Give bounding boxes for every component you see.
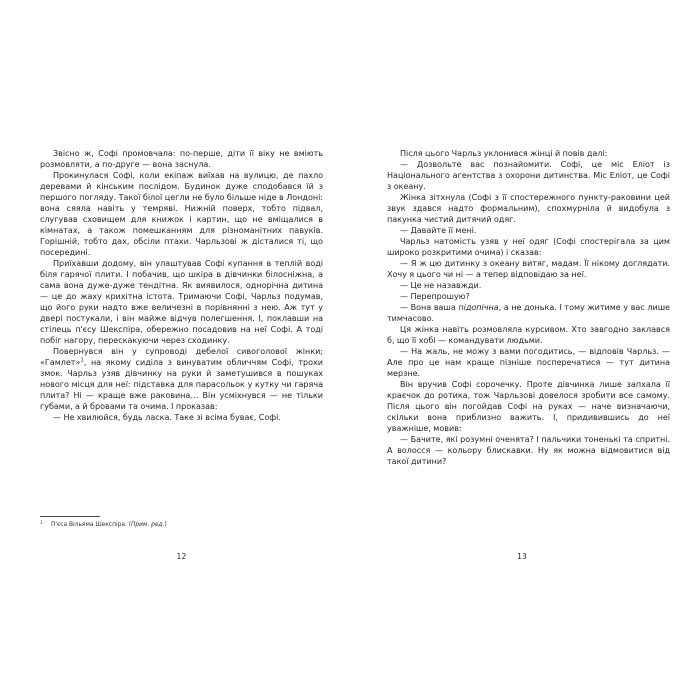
footnote-text-main: П'єса Вільяма Шекспіра. (: [51, 522, 131, 528]
paragraph: — Перепрошую?: [400, 292, 470, 302]
footnote-separator-rule: [40, 516, 100, 517]
paragraph: Звісно ж, Софі промовчала: по-перше, діти її віку не вміють розмовляти, а по-друге — вона заснула.: [40, 149, 323, 170]
footnote-number: 1: [40, 520, 43, 526]
paragraph-text-after-footnote: , на якому сиділа з винуватим обличчям Софі, трохи змок. Чарльз узяв дівчинку на руки й заметушився в пошуках нового місця для неї: підставка для парасольок у кутку чи гаряча плита? Ні — краще вже раковина… Він усміхнувся — не тільки губами, а й бровами та очима. І проказав:: [40, 358, 323, 412]
paragraph: Чарльз натомість узяв у неї одяг (Софі спостерігала за цим широко розкритими очима) і сказав:: [387, 237, 670, 258]
italic-emphasis: підопічна: [458, 303, 499, 313]
paragraph-text-after-italic: , а не донька. І тому житиме у вас лише тимчасово.: [387, 303, 670, 324]
footnote-zone: [40, 516, 323, 529]
right-page: [350, 0, 700, 700]
footnote-text-end: ): [164, 522, 167, 528]
paragraph: Приїхавши додому, він улаштував Софі купання в теплій воді біля гарячої плити. І побачив, що шкіра в дівчинки білосніжна, а сама вона дуже-дуже тендітна. Як виявилося, однорічна дитина — це до жаху крихітна істота. Тримаючи Софі, Чарльз подумав, що його руки надто вже величезні в порівнянні з нею. Аж тут у двері постукали, і він майже відчув полегшення. І, поклавши на стілець п'єсу Шекспіра, обережно посадовив на неї Софі. А тоді побіг нагору, перескакуючи через сходинку.: [40, 259, 323, 346]
footnote: [40, 521, 323, 529]
paragraph: — Це не назавжди.: [400, 281, 482, 291]
paragraph-text-before-footnote: Повернувся він у супроводі дебелої сивоголової жінки; «Гамлет»: [40, 347, 323, 368]
paragraph-with-italic-emphasis: [387, 302, 670, 324]
paragraph-text-before-italic: — Вона ваша: [400, 303, 459, 313]
paragraph: Він вручив Софі сорочечку. Проте дівчинка лише запхала її краєчок до ротика, тож Чарльзові довелося зробити все самому. Після цього він погойдав Софі на руках — наче визначаючи, скільки вона приблизно важить. І, придивившись до неї уважніше, мовив:: [387, 380, 670, 434]
paragraph: — Я ж цю дитинку з океану витяг, мадам. Її нікому доглядати. Хочу я цього чи ні — а тепер відповідаю за неї.: [387, 259, 670, 280]
paragraph: Ця жінка навіть розмовляла курсивом. Хто завгодно заклався б, що її хобі — командувати людьми.: [387, 325, 670, 346]
footnote-text-italic: Прим. ред.: [131, 522, 165, 528]
footnote-text: [51, 521, 323, 529]
paragraph: — На жаль, не можу з вами погодитись, — відповів Чарльз. — Але про це нам краще пізніше посперечатися — тут дитина мерзне.: [387, 347, 670, 379]
left-page-textblock: [40, 148, 323, 423]
page-number-left: 12: [176, 552, 187, 561]
paragraph: Прокинулася Софі, коли екіпаж виїхав на вулицю, де пахло деревами й кінським послідом. Будинок дуже сподобався їй з першого погляду. Такої білої цегли не було більше ніде в Лондоні: вона сяяла навіть у темряві. Нижній поверх, тобто підвал, слугував сховищем для книжок і картин, що не вміщалися в кімнатах, а також помешканням для різноманітних павуків. Горішній, тобто дах, обсіли птахи. Чарльзові ж дісталися ті, що посередині.: [40, 171, 323, 258]
paragraph-with-footnote-reference: [40, 346, 323, 412]
footnote-reference-marker[interactable]: 1: [80, 357, 84, 364]
right-page-textblock: [387, 148, 670, 467]
paragraph: — Дозвольте вас познайомити. Софі, це міс Еліот із Національного агентства з охорони дитинства. Міс Еліот, це Софі з океану.: [387, 160, 670, 192]
paragraph: Після цього Чарльз уклонився жінці й повів далі:: [400, 149, 608, 158]
dialog-paragraph: — Не хвилюйся, будь ласка. Таке зі всіма буває, Софі.: [53, 413, 281, 423]
page-number-right: 13: [516, 552, 528, 561]
paragraph: — Бачите, які розумні оченята? І пальчики тоненькі та спритні. А волосся — кольору блискавки. Ну як можна відмовитися від такої дитини?: [387, 435, 670, 467]
paragraph: — Давайте її мені.: [400, 226, 477, 236]
paragraph: Жінка зітхнула (Софі з її спостережного пункту-раковини цей звук здався надто формальним), спохмурніла й видобула з пакунка чистий дитячий одяг.: [387, 193, 670, 225]
